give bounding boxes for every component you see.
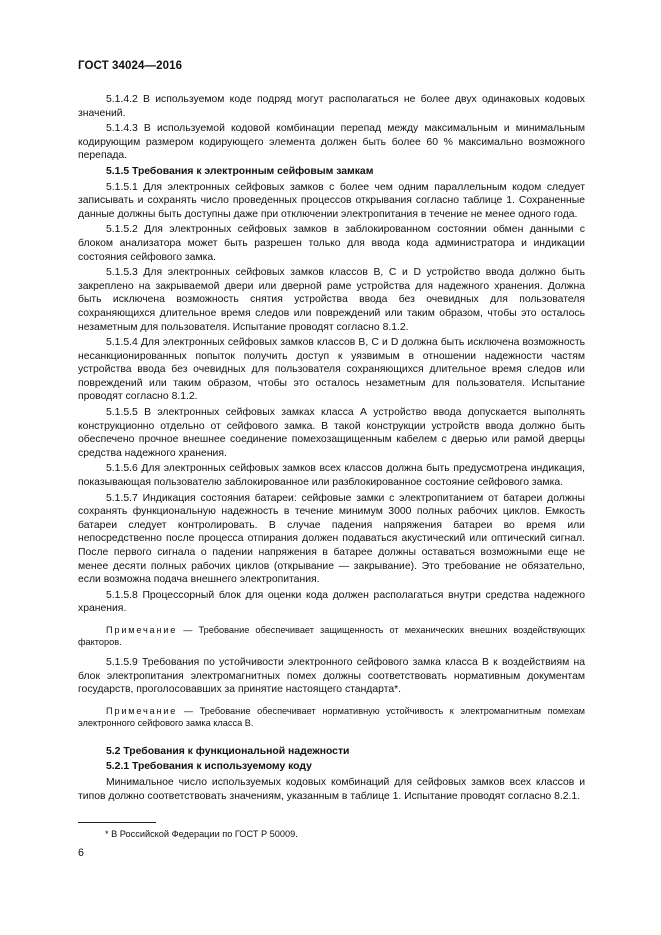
paragraph-5-1-5-5: 5.1.5.5 В электронных сейфовых замках класса А устройство ввода допускается выполнять конструкционно отдельно от сейфового замка. В такой конструкции устройств ввода должно быть обеспечено прочное внешнее соединение помехозащищенным кабелем с дверью или рамой дверцы средства надежного хранения. [78,407,585,459]
paragraph-5-1-4-3: 5.1.4.3 В используемой кодовой комбинации перепад между максимальным и минимальным кодирующим размером кодирующего элемента должен быть более 60 % максимально возможного перепада. [78,123,585,162]
note-2 [78,705,585,729]
note-1 [78,624,585,648]
page-number: 6 [78,847,84,859]
note-text: — Требование обеспечивает защищенность от механических внешних воздействующих факторов. [78,624,585,647]
section-heading-5-2: 5.2 Требования к функциональной надежности [106,745,350,757]
footnote: * В Российской Федерации по ГОСТ Р 50009. [105,829,298,839]
paragraph-5-1-5-8: 5.1.5.8 Процессорный блок для оценки кода должен располагаться внутри средства надежного хранения. [78,589,585,615]
section-heading-5-1-5: 5.1.5 Требования к электронным сейфовым замкам [106,165,374,177]
paragraph-5-1-4-2: 5.1.4.2 В используемом коде подряд могут располагаться не более двух одинаковых кодовых значений. [78,94,585,119]
note-label: Примечание [106,624,178,635]
paragraph-5-1-5-6: 5.1.5.6 Для электронных сейфовых замков всех классов должна быть предусмотрена индикация, показывающая пользователю заблокированное или разблокированное состояние сейфового замка. [78,463,585,489]
paragraph-5-1-5-1: 5.1.5.1 Для электронных сейфовых замков с более чем одним параллельным кодом следует записывать и сохранять число проведенных процессов открывания согласно таблице 1. Сохраненные данные должны быть доступны даже при отключении электропитания в течение не менее одного года. [78,181,585,220]
document-header: ГОСТ 34024—2016 [78,60,183,72]
paragraph-5-1-5-2: 5.1.5.2 Для электронных сейфовых замков в заблокированном состоянии обмен данными с блоком анализатора может быть разрешен только для ввода кода администратора и индикации состояния сейфового замка. [78,224,585,263]
paragraph-5-2-1: Минимальное число используемых кодовых комбинаций для сейфовых замков всех классов и типов должно соответствовать значениям, указанным в таблице 1. Испытание проводят согласно 8.2.1. [78,776,585,802]
note-text: — Требование обеспечивает нормативную устойчивость к электромагнитным помехам электронного сейфового замка класса В. [78,705,585,728]
paragraph-5-1-5-9: 5.1.5.9 Требования по устойчивости электронного сейфового замка класса В к воздействиям на блок электропитания электромагнитных помех должны соответствовать нормативным документам государств, проголосовавших за принятие настоящего стандарта*. [78,656,585,696]
document-body [78,93,585,803]
paragraph-5-1-5-4: 5.1.5.4 Для электронных сейфовых замков классов В, С и D должна быть исключена возможность несанкционированных попыток получить доступ к уязвимым в отношении надежности частям устройства ввода без очевидных для пользователя сохраняющихся длительное время следов или повреждений или таким образом, чтобы это осталось незаметным для пользователя. Испытание проводят согласно 8.1.2. [78,337,585,403]
footnote-divider [78,822,156,823]
paragraph-5-1-5-3: 5.1.5.3 Для электронных сейфовых замков классов В, С и D устройство ввода должно быть закреплено на закрываемой двери или дверной раме устройства для надежного хранения. Должна быть исключена возможность снятия устройства ввода без очевидных для пользователя сохраняющихся длительное время следов или повреждений или таким образом, чтобы это осталось незаметным для пользователя. Испытание проводят согласно 8.1.2. [78,267,585,333]
paragraph-5-1-5-7: 5.1.5.7 Индикация состояния батареи: сейфовые замки с электропитанием от батареи должны сохранять функциональную надежность в течение минимум 3000 полных рабочих циклов. Емкость батареи следует контролировать. В случае падения напряжения батареи во время или непосредственно после процесса отпирания должен подаваться акустический или оптический сигнал. После первого сигнала о падении напряжения в батарее должны оставаться возможными еще не менее десяти полных рабочих циклов (открывание — закрывание). Это требование не обязательно, если возможна подача внешнего электропитания. [78,492,585,586]
section-heading-5-2-1: 5.2.1 Требования к используемому коду [106,761,312,773]
note-label: Примечание [106,705,178,716]
